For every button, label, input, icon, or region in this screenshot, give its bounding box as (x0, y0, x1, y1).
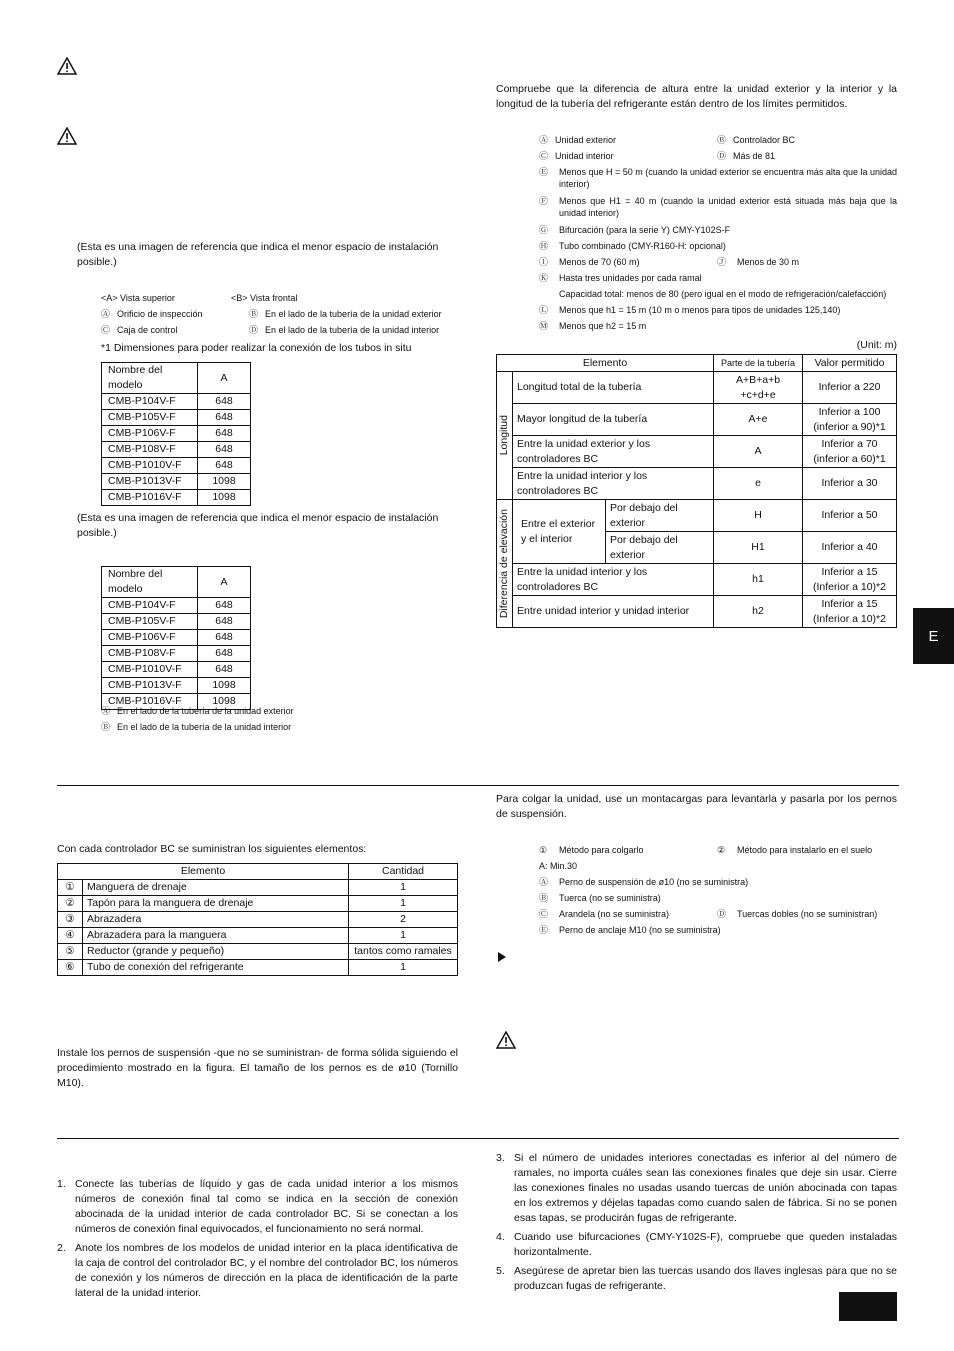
legend-item: A: Min.30 (539, 861, 578, 871)
legend-item: Capacidad total: menos de 80 (pero igual en el modo de refrigeración/calefacción) (559, 289, 887, 299)
unit-label: (Unit: m) (856, 339, 897, 351)
legend-item: Ⓐ Unidad exterior (539, 135, 617, 145)
language-tab: E (913, 608, 954, 664)
table-row: CMB-P1013V-F 1098 (102, 474, 251, 490)
table-row: CMB-P105V-F 648 (102, 410, 251, 426)
table-row: CMB-P1013V-F 1098 (102, 678, 251, 694)
legend-item: Ⓒ Unidad interior (539, 151, 614, 161)
table-row: ⑥ Tubo de conexión del refrigerante 1 (58, 960, 458, 976)
legend-item: Ⓕ Menos que H1 = 40 m (cuando la unidad exterior está situada más baja que la unidad interior) (539, 196, 897, 218)
triangle-bullet-icon (498, 952, 506, 962)
model-table: Nombre del modelo A CMB-P104V-F 648 CMB-P105V-F 648 CMB-P106V-F 648 CMB-P108V-F 648 CMB-P1010V-F 648 CMB-P1013V-F 1098 CMB-P1016V-F 1098 (101, 362, 251, 506)
warning-icon (57, 57, 77, 75)
table-row: CMB-P1010V-F 648 (102, 458, 251, 474)
model-table: Nombre del modelo A CMB-P104V-F 648 CMB-P105V-F 648 CMB-P106V-F 648 CMB-P108V-F 648 CMB-P1010V-F 648 CMB-P1013V-F 1098 CMB-P1016V-F 1098 (101, 566, 251, 710)
legend-item: Ⓜ Menos que h2 = 15 m (539, 321, 647, 331)
table-row: ④ Abrazadera para la manguera 1 (58, 928, 458, 944)
bolts-text: Instale los pernos de suspensión -que no se suministran- de forma sólida siguiendo el procedimiento mostrado en la figura. El tamaño de los pernos es de ø10 (Tornillo M10). (57, 1047, 458, 1089)
table-row: CMB-P106V-F 648 (102, 630, 251, 646)
limits-table: Elemento Parte de la tubería Valor permitido Longitud Longitud total de la tubería A+B+a+b +c+d+e Inferior a 220 Mayor longitud de la tubería A+e Inferior a 100 (inferior a 90)*1 Entre la unidad exterior y los controladores BC A Inferior a 70 (inferior a 60)*1 Entre la unidad interior y los controladores BC e Inferior a 30 Diferencia de elevación Entre el exterior y el interior Por debajo del exterior H Inferior a 50 Por debajo del exterior H1 Inferior a 40 Entre la unidad interior y los controladores BC h1 Inferior a 15 (Inferior a 10)*2 Entre unidad interior y unidad interior h2 Inferior a 15 (Inferior a 10)*2 (496, 354, 897, 628)
reference-note: (Esta es una imagen de referencia que indica el menor espacio de instalación posible.) (77, 241, 439, 268)
legend-item: Ⓔ Menos que H = 50 m (cuando la unidad exterior se encuentra más alta que la unidad interior) (539, 167, 897, 189)
table-row: ② Tapón para la manguera de drenaje 1 (58, 896, 458, 912)
reference-note: (Esta es una imagen de referencia que indica el menor espacio de instalación posible.) (77, 512, 439, 539)
legend-item: ① Método para colgarlo (539, 845, 644, 855)
legend-item: Ⓔ Perno de anclaje M10 (no se suministra) (539, 925, 721, 935)
height-intro: Compruebe que la diferencia de altura entre la unidad exterior y la interior y la longitud de la tubería del refrigerante están dentro de los límites permitidos. (496, 83, 897, 110)
legend-item: Ⓓ Más de 81 (717, 151, 776, 161)
warning-icon (496, 1031, 516, 1049)
steps-list-left (57, 1177, 458, 1305)
view-b-label: <B> Vista frontal (231, 293, 298, 303)
section-divider (57, 785, 899, 786)
legend-item: Ⓚ Hasta tres unidades por cada ramal (539, 273, 702, 283)
legend-item: Ⓑ Controlador BC (717, 135, 796, 145)
view-a-label: <A> Vista superior (101, 293, 175, 303)
legend-item: Ⓛ Menos que h1 = 15 m (10 m o menos para tipos de unidades 125,140) (539, 305, 841, 315)
legend-item: Ⓘ Menos de 70 (60 m) (539, 257, 640, 267)
table-row: CMB-P105V-F 648 (102, 614, 251, 630)
step-item: 5. Asegúrese de apretar bien las tuercas usando dos llaves inglesas para que no se produzcan fugas de refrigerante. (496, 1265, 897, 1292)
table-row: CMB-P106V-F 648 (102, 426, 251, 442)
steps-list-right (496, 1151, 897, 1298)
table-row: CMB-P108V-F 648 (102, 646, 251, 662)
legend-item: Ⓑ En el lado de la tubería de la unidad interior (101, 722, 292, 732)
table-row: ⑤ Reductor (grande y pequeño) tantos como ramales (58, 944, 458, 960)
legend-item: Ⓒ Caja de control (101, 325, 178, 335)
legend-item: Ⓑ Tuerca (no se suministra) (539, 893, 661, 903)
table-row: CMB-P1016V-F 1098 (102, 694, 251, 710)
footnote: *1 Dimensiones para poder realizar la conexión de los tubos in situ (101, 342, 412, 354)
legend-item: Ⓖ Bifurcación (para la serie Y) CMY-Y102S-F (539, 225, 731, 235)
section-divider (57, 1138, 899, 1139)
table-row: CMB-P108V-F 648 (102, 442, 251, 458)
table-row: ③ Abrazadera 2 (58, 912, 458, 928)
legend-item: Ⓑ En el lado de la tubería de la unidad exterior (249, 309, 442, 319)
step-item: 4. Cuando use bifurcaciones (CMY-Y102S-F), compruebe que queden instaladas horizontalmente. (496, 1231, 897, 1258)
step-item: 3. Si el número de unidades interiores conectadas es inferior al del número de ramales, no importa cuáles sean las conexiones finales que deje sin usar. Cierre las conexiones finales no usadas usando tuercas de unión abocinada con tapas en los extremos y déjelas tapadas como cuando salen de fábrica. Si no se ponen esas tapas, se producirán fugas de refrigerante. (496, 1152, 897, 1224)
legend-item: ② Método para instalarlo en el suelo (717, 845, 873, 855)
table-row: CMB-P1016V-F 1098 (102, 490, 251, 506)
legend-item: Ⓐ Perno de suspensión de ø10 (no se suministra) (539, 877, 749, 887)
legend-item: Ⓐ En el lado de la tubería de la unidad exterior (101, 706, 294, 716)
table-row: ① Manguera de drenaje 1 (58, 880, 458, 896)
table-row: CMB-P104V-F 648 (102, 394, 251, 410)
table-row: CMB-P104V-F 648 (102, 598, 251, 614)
table-row: CMB-P1010V-F 648 (102, 662, 251, 678)
legend-item: Ⓙ Menos de 30 m (717, 257, 800, 267)
supplied-parts-table: Elemento Cantidad ① Manguera de drenaje 1 ② Tapón para la manguera de drenaje 1 ③ Abrazadera 2 ④ Abrazadera para la manguera 1 ⑤ Reductor (grande y pequeño) tantos como ramales ⑥ Tubo de conexión del refrigerante 1 (57, 863, 458, 976)
supplied-intro: Con cada controlador BC se suministran los siguientes elementos: (57, 843, 367, 855)
step-item: 2. Anote los nombres de los modelos de unidad interior en la placa identificativa de la caja de control del controlador BC, y el nombre del controlador BC, los números de conexión y los números de dirección en la placa de identificación de la parte lateral de la unidad interior. (57, 1242, 458, 1299)
legend-item: Ⓒ Arandela (no se suministra) (539, 909, 670, 919)
warning-icon (57, 127, 77, 145)
legend-item: Ⓓ En el lado de la tubería de la unidad interior (249, 325, 440, 335)
page-number-box (839, 1292, 897, 1321)
legend-item: Ⓗ Tubo combinado (CMY-R160-H: opcional) (539, 241, 726, 251)
step-item: 1. Conecte las tuberías de líquido y gas de cada unidad interior a los mismos números de conexión final tal como se indica en la sección de conexión abocinada de la unidad interior de cada controlador BC. Si se conectan a los números de conexión final equivocados, el funcionamiento no será normal. (57, 1178, 458, 1235)
legend-item: Ⓓ Tuercas dobles (no se suministran) (717, 909, 878, 919)
legend-item: Ⓐ Orificio de inspección (101, 309, 203, 319)
hang-text: Para colgar la unidad, use un montacargas para levantarla y pasarla por los pernos de suspensión. (496, 793, 897, 820)
